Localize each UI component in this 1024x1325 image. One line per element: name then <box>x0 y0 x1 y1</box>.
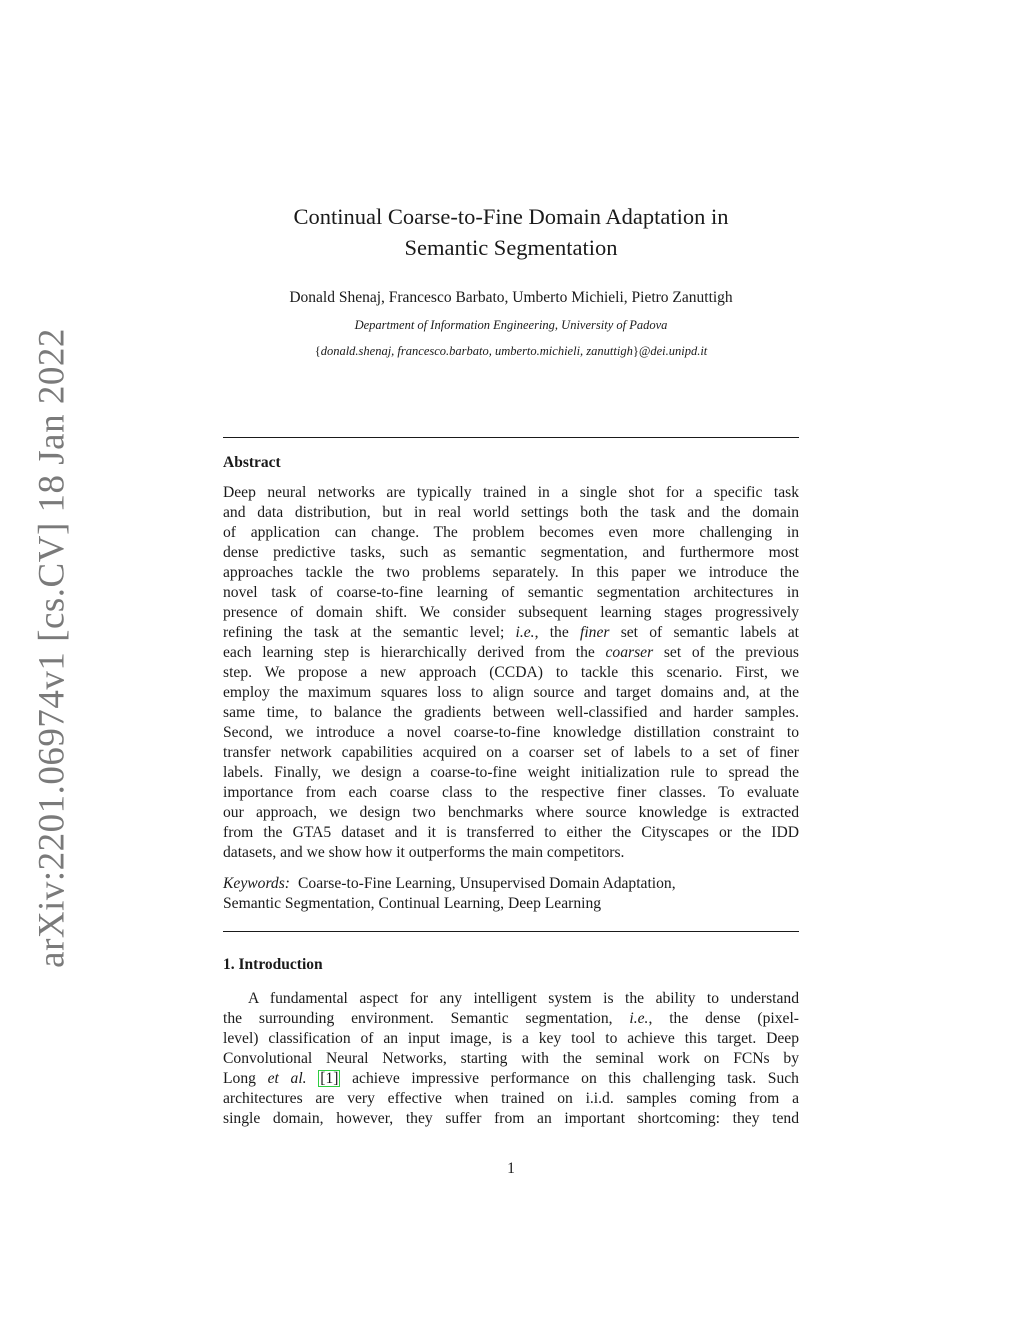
author-list: Donald Shenaj, Francesco Barbato, Umberto Michieli, Pietro Zanuttigh <box>289 289 733 306</box>
abstract-line: presence of domain shift. We consider subsequent learning stages progressively <box>223 604 799 621</box>
keywords-block <box>223 874 799 914</box>
keywords-text-2: Semantic Segmentation, Continual Learning, Deep Learning <box>223 895 602 912</box>
intro-fragment: achieve impressive performance on this challenging task. Such <box>352 1070 799 1087</box>
abstract-line: labels. Finally, we design a coarse-to-fine weight initialization rule to spread the <box>223 764 799 781</box>
abstract-text <box>223 483 799 863</box>
abstract-line: Second, we introduce a novel coarse-to-fine knowledge distillation constraint to <box>223 724 799 741</box>
abstract-line <box>223 643 799 663</box>
top-divider <box>223 437 799 438</box>
title-line-2: Semantic Segmentation <box>404 235 618 260</box>
abstract-line: transfer network capabilities acquired on a coarser set of labels to a set of finer <box>223 744 799 761</box>
intro-line: A fundamental aspect for any intelligent system is the ability to understand <box>248 990 799 1007</box>
abstract-line <box>223 623 799 643</box>
abstract-fragment: , the <box>534 624 569 641</box>
bottom-divider <box>223 931 799 932</box>
intro-fragment: the surrounding environment. Semantic segmentation, <box>223 1010 613 1027</box>
abstract-line: Deep neural networks are typically trained in a single shot for a specific task <box>223 484 799 501</box>
abstract-fragment-italic: finer <box>580 624 610 641</box>
abstract-heading: Abstract <box>223 454 281 471</box>
abstract-line: from the GTA5 dataset and it is transferred to either the Cityscapes or the IDD <box>223 824 799 841</box>
email-brace-close: } <box>632 344 639 358</box>
email-domain: @dei.unipd.it <box>638 344 708 358</box>
intro-line: level) classification of an input image, is a key tool to achieve this target. Deep <box>223 1030 799 1047</box>
intro-fragment-italic: et al. <box>267 1070 307 1087</box>
email-brace-open: { <box>314 344 321 358</box>
paper-title <box>223 201 799 263</box>
intro-line: architectures are very effective when trained on i.i.d. samples coming from a <box>223 1090 799 1107</box>
intro-line: Convolutional Neural Networks, starting with the seminal work on FCNs by <box>223 1050 799 1067</box>
abstract-line: our approach, we design two benchmarks where source knowledge is extracted <box>223 804 799 821</box>
abstract-line: approaches tackle the two problems separately. In this paper we introduce the <box>223 564 799 581</box>
abstract-fragment-italic: i.e. <box>515 624 535 641</box>
abstract-fragment: set of the previous <box>663 644 799 661</box>
citation-link[interactable]: [1] <box>320 1070 339 1087</box>
arxiv-identifier-stamp: arXiv:2201.06974v1 [cs.CV] 18 Jan 2022 <box>31 328 73 968</box>
intro-fragment-italic: i.e. <box>629 1010 649 1027</box>
abstract-line: novel task of coarse-to-fine learning of semantic segmentation architectures in <box>223 584 799 601</box>
author-emails <box>223 344 799 359</box>
section-heading-introduction: 1. Introduction <box>223 956 323 973</box>
abstract-line: same time, to balance the gradients between well-classified and harder samples. <box>223 704 799 721</box>
email-names: donald.shenaj, francesco.barbato, umberto.michieli, zanuttigh <box>320 344 633 358</box>
affiliation: Department of Information Engineering, University of Padova <box>354 318 668 332</box>
abstract-fragment-italic: coarser <box>605 644 654 661</box>
page-number: 1 <box>507 1160 515 1177</box>
abstract-line: and data distribution, but in real world settings both the task and the domain <box>223 504 799 521</box>
keywords-text-1: Coarse-to-Fine Learning, Unsupervised Domain Adaptation, <box>298 875 676 892</box>
intro-fragment: Long <box>223 1070 256 1087</box>
abstract-line: dense predictive tasks, such as semantic segmentation, and furthermore most <box>223 544 799 561</box>
intro-line <box>223 1009 799 1029</box>
abstract-fragment: set of semantic labels at <box>620 624 799 641</box>
keywords-label: Keywords: <box>223 875 290 892</box>
abstract-fragment: each learning step is hierarchically derived from the <box>223 644 595 661</box>
abstract-line: datasets, and we show how it outperforms the main competitors. <box>223 844 625 861</box>
abstract-line: step. We propose a new approach (CCDA) to tackle this scenario. First, we <box>223 664 799 681</box>
intro-line <box>223 1069 799 1089</box>
intro-line: single domain, however, they suffer from an important shortcoming: they tend <box>223 1110 799 1127</box>
abstract-line: importance from each coarse class to the respective finer classes. To evaluate <box>223 784 799 801</box>
title-line-1: Continual Coarse-to-Fine Domain Adaptation in <box>293 204 729 229</box>
introduction-text <box>223 989 799 1129</box>
keywords-line-1 <box>223 874 799 894</box>
abstract-line: of application can change. The problem becomes even more challenging in <box>223 524 799 541</box>
abstract-fragment: refining the task at the semantic level; <box>223 624 505 641</box>
intro-fragment: , the dense (pixel- <box>648 1010 800 1027</box>
abstract-line: employ the maximum squares loss to align source and target domains and, at the <box>223 684 799 701</box>
